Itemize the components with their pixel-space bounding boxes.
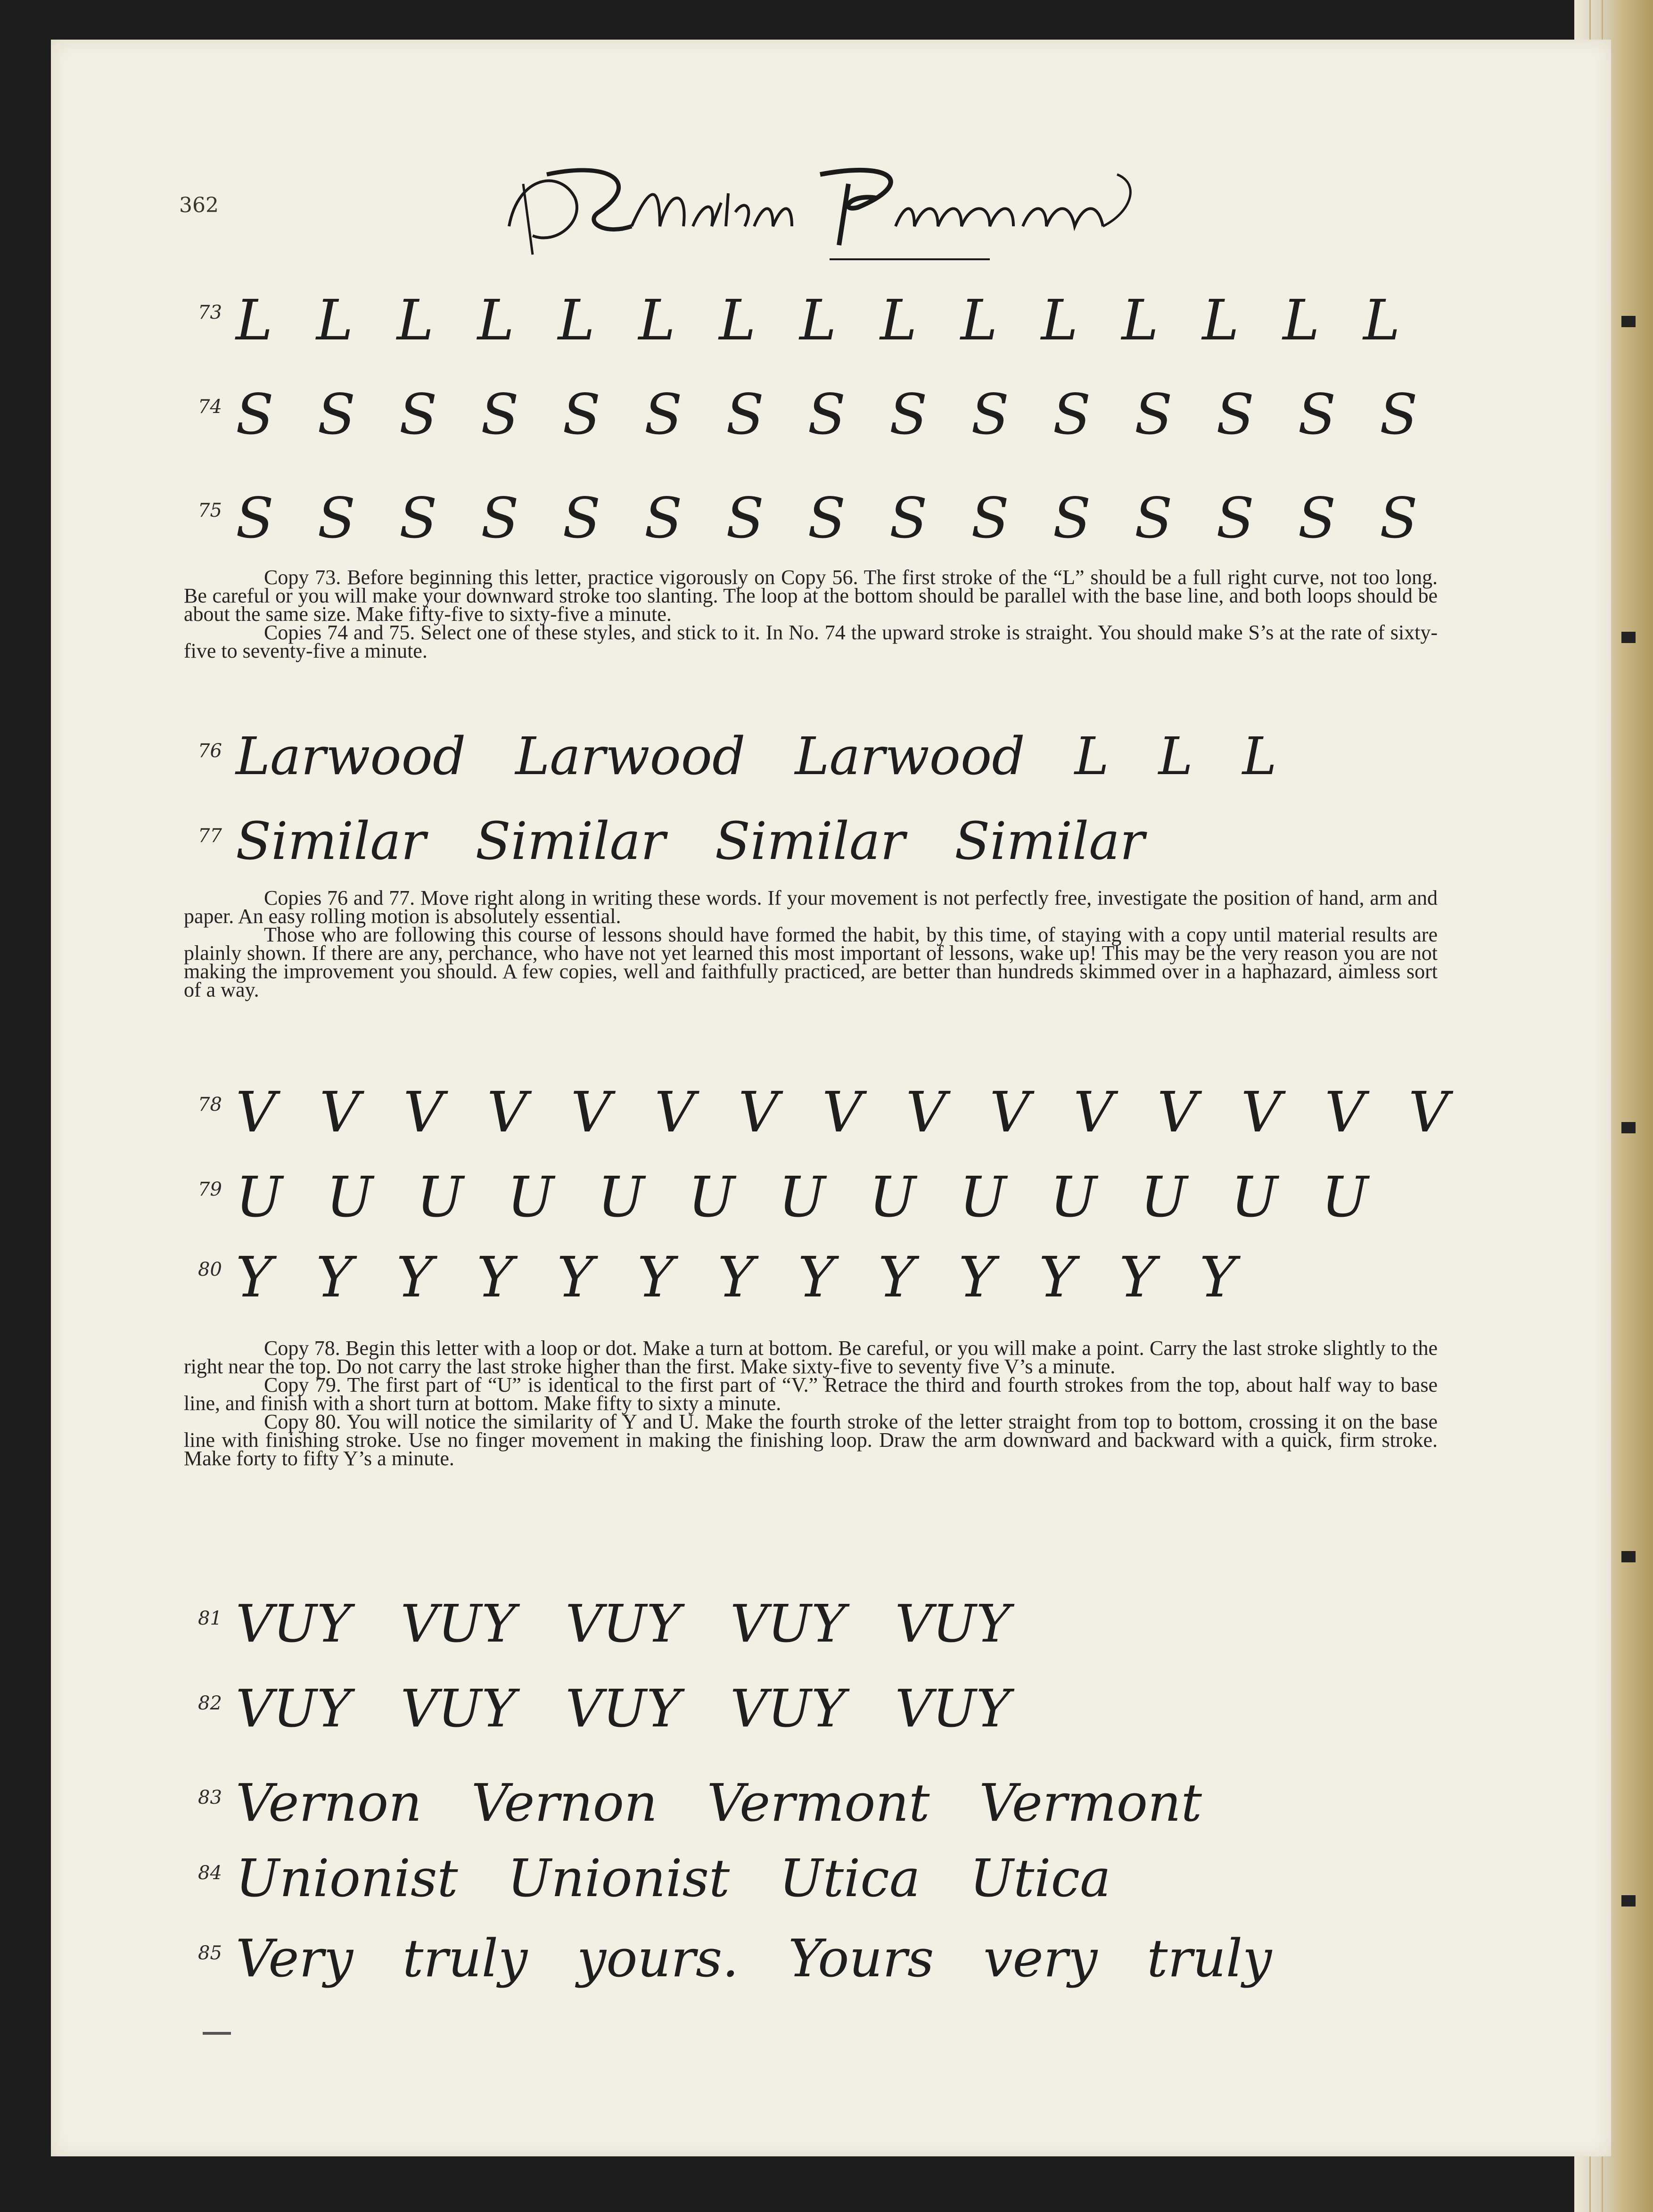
instruction-block xyxy=(184,886,1438,1001)
copy-number: 77 xyxy=(198,825,222,847)
paragraph: Copies 74 and 75. Select one of these styles, and stick to it. In No. 74 the upward stroke is straight. You should make S’s at the rate of sixty-five to seventy-five a minute. xyxy=(184,621,1438,662)
copy-number: 74 xyxy=(198,396,222,418)
copy-number: 81 xyxy=(198,1608,222,1629)
paragraph: Copy 80. You will notice the similarity of Y and U. Make the fourth stroke of the letter straight from top to bottom, crossing it on the base line with finishing stroke. Use no finger movement in making the finishing loop. Draw the arm downward and backward with a quick, firm stroke. Make forty to fifty Y’s a minute. xyxy=(184,1410,1438,1470)
copy-number: 82 xyxy=(198,1692,222,1714)
masthead-text: Western Penman xyxy=(820,219,885,228)
copy-number: 85 xyxy=(198,1942,222,1964)
copy-number: 79 xyxy=(198,1179,222,1200)
paragraph: Copies 76 and 77. Move right along in writing these words. If your movement is not perfectly free, investigate the position of hand, arm and paper. An easy rolling motion is absolutely essential. xyxy=(184,886,1438,928)
copy-letters: V V V V V V V V V V V V V V V xyxy=(236,1080,1449,1145)
copy-letters: U U U U U U U U U U U U U xyxy=(236,1164,1368,1230)
copy-letters: S S S S S S S S S S S S S S S xyxy=(236,486,1418,551)
copy-number: 83 xyxy=(198,1787,222,1808)
masthead-logo xyxy=(490,156,1150,269)
copy-words: VUY VUY VUY VUY VUY xyxy=(236,1593,1011,1654)
copy-words: Very truly yours. Yours very truly xyxy=(236,1928,1272,1989)
copy-number: 76 xyxy=(198,740,222,762)
copy-words: Unionist Unionist Utica Utica xyxy=(236,1848,1111,1908)
footer-mark xyxy=(203,2032,231,2035)
copy-words: Similar Similar Similar Similar xyxy=(236,811,1145,871)
copy-letters: S S S S S S S S S S S S S S S xyxy=(236,382,1418,447)
paragraph: Those who are following this course of lessons should have formed the habit, by this time, of staying with a copy until material results are plainly shown. If there are any, perchance, who have not yet learned this most important of lessons, wake up! This may be the very reason you are not making the improvement you should. A few copies, well and faithfully practiced, are better than hundreds skimmed over in a haphazard, aimless sort of a way. xyxy=(184,923,1438,1001)
copy-letters: Y Y Y Y Y Y Y Y Y Y Y Y Y xyxy=(236,1245,1236,1310)
page-number: 362 xyxy=(179,193,219,217)
copy-words: Larwood Larwood Larwood L L L xyxy=(236,726,1277,786)
binding-clip xyxy=(1621,632,1636,643)
paragraph: Copy 79. The first part of “U” is identical to the first part of “V.” Retrace the third and fourth strokes from the top, about half way to base line, and finish with a short turn at bottom. Make fifty to sixty a minute. xyxy=(184,1373,1438,1415)
copy-number: 80 xyxy=(198,1259,222,1280)
binding-clip xyxy=(1621,1895,1636,1907)
copy-number: 73 xyxy=(198,302,222,323)
instruction-block xyxy=(184,568,1438,660)
copy-number: 75 xyxy=(198,500,222,521)
copy-number: 78 xyxy=(198,1094,222,1115)
binding-clip xyxy=(1621,1551,1636,1562)
copy-words: Vernon Vernon Vermont Vermont xyxy=(236,1773,1202,1833)
copy-number: 84 xyxy=(198,1862,222,1884)
binding-clip xyxy=(1621,316,1636,327)
instruction-block xyxy=(184,1339,1438,1468)
binding-clip xyxy=(1621,1122,1636,1133)
copy-letters: L L L L L L L L L L L L L L L xyxy=(236,288,1400,353)
paragraph: Copy 78. Begin this letter with a loop or dot. Make a turn at bottom. Be careful, or you will make a point. Carry the last stroke slightly to the right near the top. Do not carry the last stroke higher than the first. Make sixty-five to seventy five V’s a minute. xyxy=(184,1337,1438,1378)
paragraph: Copy 73. Before beginning this letter, practice vigorously on Copy 56. The first stroke of the “L” should be a full right curve, not too long. Be careful or you will make your downward stroke too slanting. The loop at the bottom should be parallel with the base line, and both loops should be about the same size. Make fifty-five to sixty-five a minute. xyxy=(184,566,1438,626)
copy-words: VUY VUY VUY VUY VUY xyxy=(236,1678,1011,1739)
